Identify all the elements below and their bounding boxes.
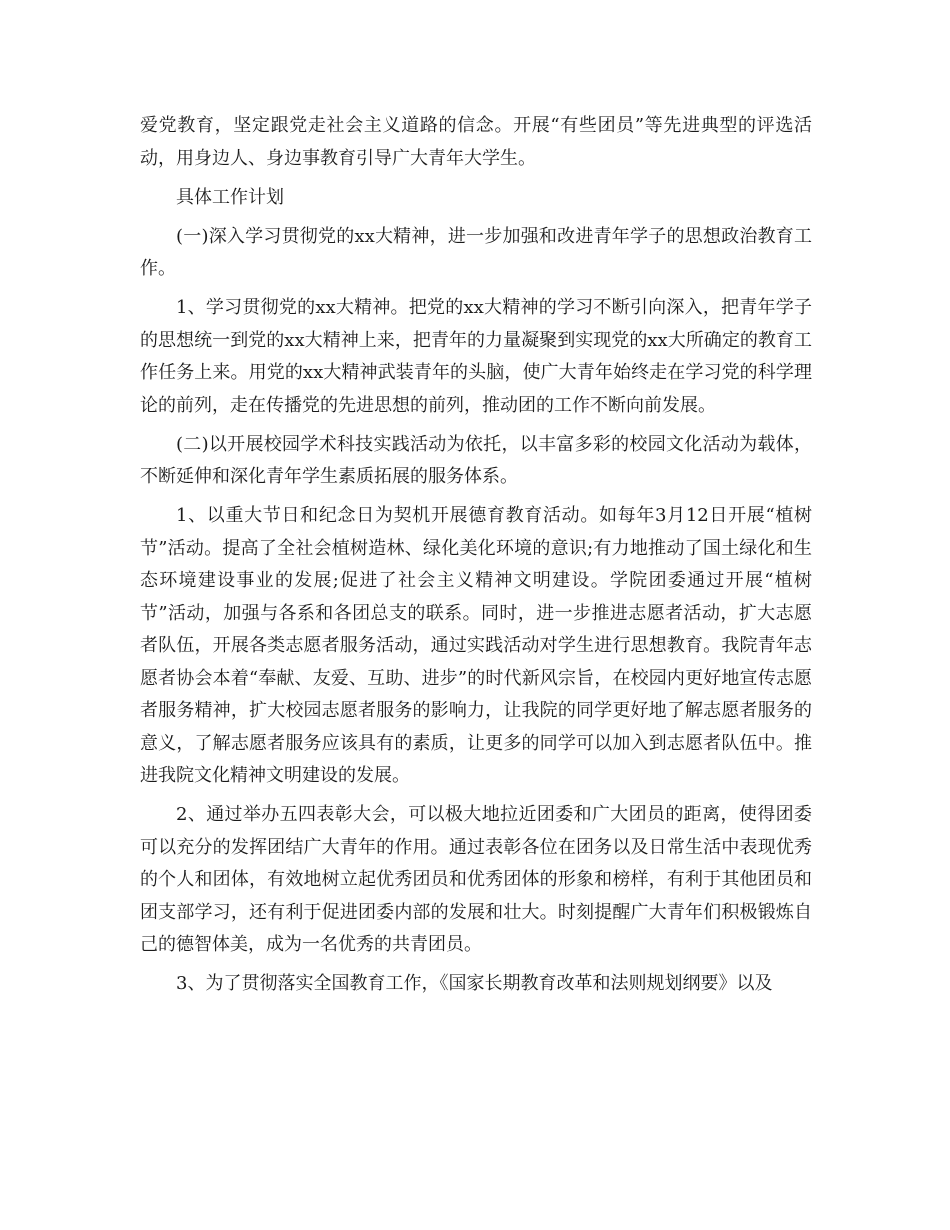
- section-heading-two: (二)以开展校园学术科技实践活动为依托，以丰富多彩的校园文化活动为载体，不断延伸和深化青年学生素质拓展的服务体系。: [140, 433, 812, 487]
- section-heading-one: (一)深入学习贯彻党的xx大精神，进一步加强和改进青年学子的思想政治教育工作。: [140, 225, 812, 279]
- paragraph-item-2-may-fourth: 2、通过举办五四表彰大会，可以极大地拉近团委和广大团员的距离，使得团委可以充分的发挥团结广大青年的作用。通过表彰各位在团务以及日常生活中表现优秀的个人和团体，有效地树立起优秀团员和优秀团体的形象和榜样，有利于其他团员和团支部学习，还有利于促进团委内部的发展和壮大。时刻提醒广大青年们积极锻炼自己的德智体美，成为一名优秀的共青团员。: [140, 804, 812, 955]
- paragraph-item-1-holidays: 1、以重大节日和纪念日为契机开展德育教育活动。如每年3月12日开展“植树节”活动。提高了全社会植树造林、绿化美化环境的意识;有力地推动了国土绿化和生态环境建设事业的发展;促进了社会主义精神文明建设。学院团委通过开展“植树节”活动，加强与各系和各团总支的联系。同时，进一步推进志愿者活动，扩大志愿者队伍，开展各类志愿者服务活动，通过实践活动对学生进行思想教育。我院青年志愿者协会本着“奉献、友爱、互助、进步”的时代新风宗旨，在校园内更好地宣传志愿者服务精神，扩大校园志愿者服务的影响力，让我院的同学更好地了解志愿者服务的意义，了解志愿者服务应该具有的素质，让更多的同学可以加入到志愿者队伍中。推进我院文化精神文明建设的发展。: [140, 505, 812, 786]
- paragraph-continuation: 爱党教育，坚定跟党走社会主义道路的信念。开展“有些团员”等先进典型的评选活动，用身边人、身边事教育引导广大青年大学生。: [140, 115, 812, 169]
- paragraph-item-3-education: 3、为了贯彻落实全国教育工作，《国家长期教育改革和法则规划纲要》以及: [176, 973, 773, 994]
- section-heading-work-plan: 具体工作计划: [176, 186, 284, 208]
- document-body: [140, 110, 812, 1007]
- paragraph-item-1-study: 1、学习贯彻党的xx大精神。把党的xx大精神的学习不断引向深入，把青年学子的思想统一到党的xx大精神上来，把青年的力量凝聚到实现党的xx大所确定的教育工作任务上来。用党的xx大精神武装青年的头脑，使广大青年始终走在学习党的科学理论的前列，走在传播党的先进思想的前列，推动团的工作不断向前发展。: [140, 297, 812, 416]
